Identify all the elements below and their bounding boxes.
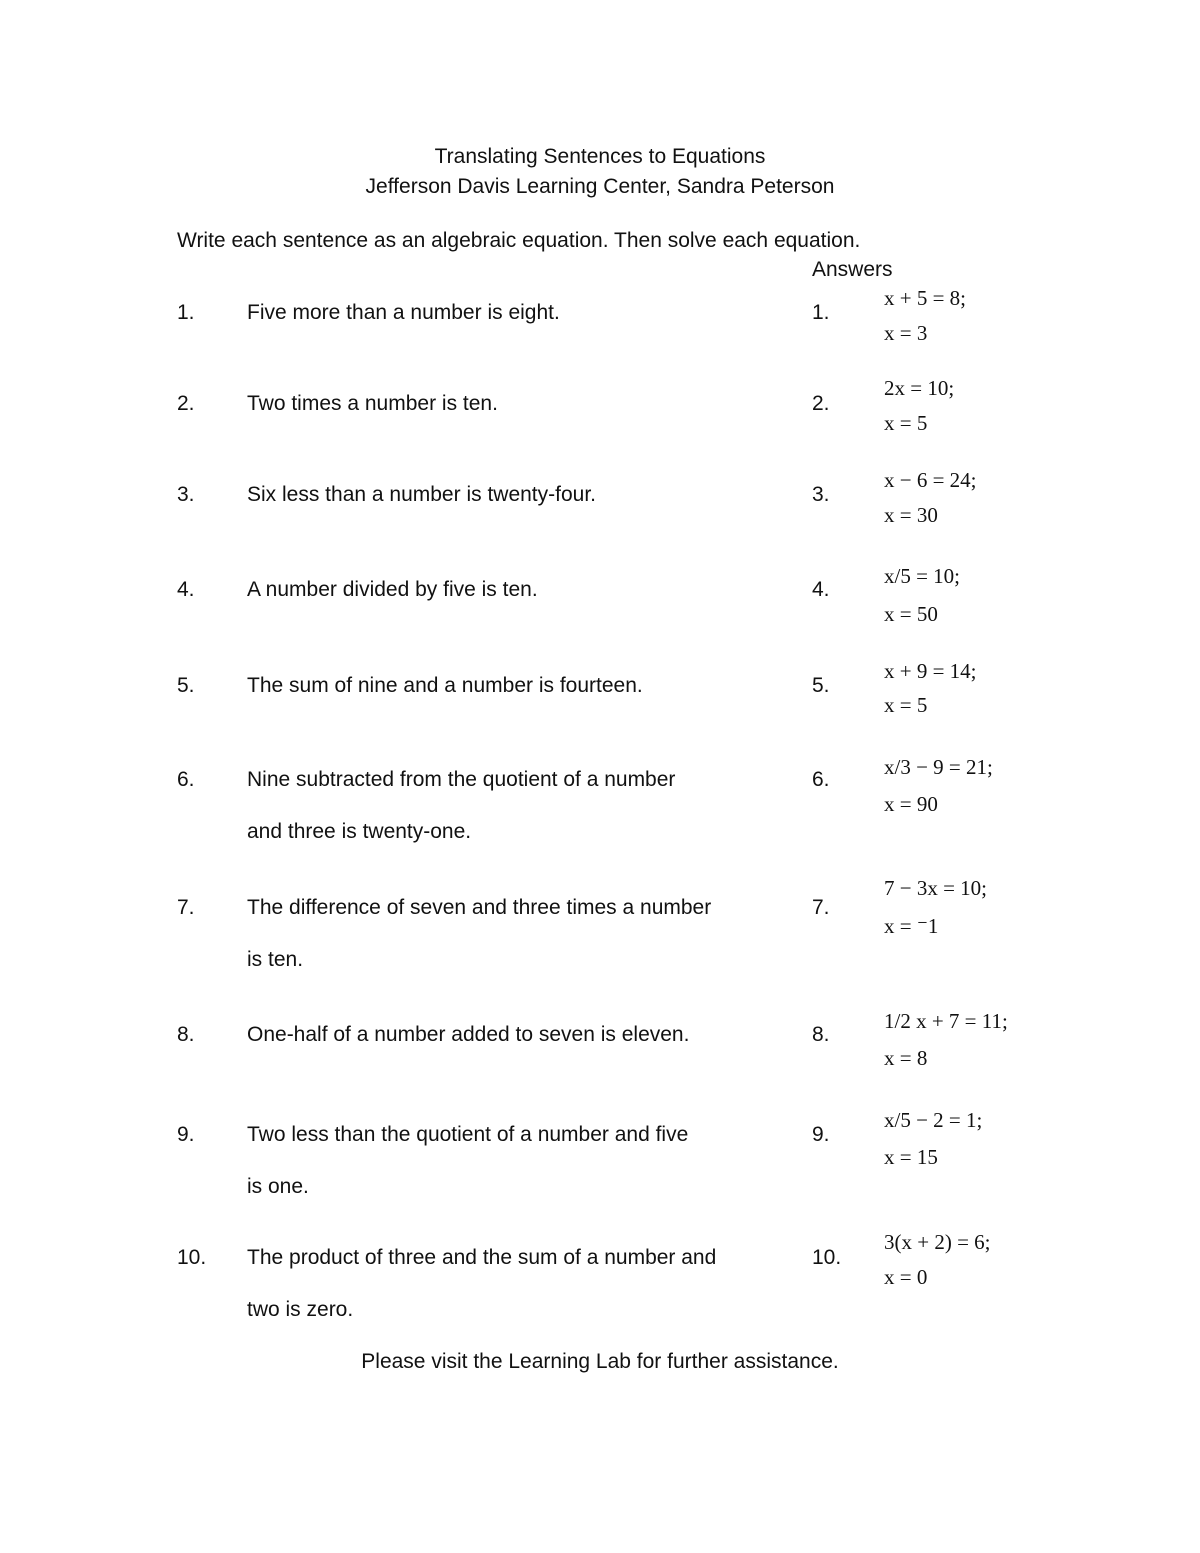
problem-number: 6. — [177, 768, 195, 791]
answer-solution: x = 90 — [884, 792, 938, 816]
page-title: Translating Sentences to Equations — [434, 145, 766, 168]
answer-number: 4. — [812, 578, 830, 601]
problem-number: 3. — [177, 483, 195, 506]
problem-sentence: The product of three and the sum of a number and two is zero. — [247, 1246, 717, 1321]
answer-number: 9. — [812, 1123, 830, 1146]
problem-number: 7. — [177, 896, 195, 919]
problem-sentence: A number divided by five is ten. — [247, 578, 538, 601]
answer-solution: x = 30 — [884, 503, 938, 527]
problem-number: 2. — [177, 392, 195, 415]
answer-number: 2. — [812, 392, 830, 415]
answer-number: 5. — [812, 674, 830, 697]
answer-solution: x = 50 — [884, 602, 938, 626]
answer-equation: x/3 − 9 = 21; — [884, 755, 993, 779]
answer-solution: x = 15 — [884, 1145, 938, 1169]
answer-solution: x = 8 — [884, 1046, 928, 1070]
answer-equation: x + 5 = 8; — [884, 286, 967, 310]
problem-sentence: One-half of a number added to seven is eleven. — [247, 1023, 690, 1046]
answer-solution: x = 5 — [884, 693, 928, 717]
answer-number: 10. — [812, 1246, 842, 1269]
problem-sentence: Two times a number is ten. — [247, 392, 498, 415]
answer-equation: x − 6 = 24; — [884, 468, 977, 492]
problem-number: 10. — [177, 1246, 207, 1269]
answers-heading: Answers — [812, 258, 893, 281]
answer-solution: x = ⁻1 — [884, 914, 939, 938]
answer-number: 8. — [812, 1023, 830, 1046]
problem-sentence: Nine subtracted from the quotient of a number and three is twenty-one. — [247, 768, 676, 843]
problem-number: 1. — [177, 301, 195, 324]
problem-sentence: Six less than a number is twenty-four. — [247, 483, 596, 506]
answer-equation: x + 9 = 14; — [884, 659, 977, 683]
problem-number: 8. — [177, 1023, 195, 1046]
answer-equation: 7 − 3x = 10; — [884, 876, 988, 900]
problem-number: 5. — [177, 674, 195, 697]
answer-solution: x = 5 — [884, 411, 928, 435]
answer-equation: 2x = 10; — [884, 376, 955, 400]
answer-solution: x = 0 — [884, 1265, 928, 1289]
answer-equation: x/5 − 2 = 1; — [884, 1108, 983, 1132]
answer-number: 3. — [812, 483, 830, 506]
instructions: Write each sentence as an algebraic equation. Then solve each equation. — [177, 229, 861, 252]
answer-number: 7. — [812, 896, 830, 919]
page-subtitle: Jefferson Davis Learning Center, Sandra Peterson — [365, 175, 835, 198]
answer-equation: 1/2 x + 7 = 11; — [884, 1009, 1008, 1033]
answer-solution: x = 3 — [884, 321, 928, 345]
footer-note: Please visit the Learning Lab for further assistance. — [361, 1350, 839, 1373]
answer-number: 1. — [812, 301, 830, 324]
problem-sentence: Two less than the quotient of a number and five is one. — [247, 1123, 689, 1198]
problem-number: 9. — [177, 1123, 195, 1146]
answer-equation: 3(x + 2) = 6; — [884, 1230, 991, 1254]
problem-sentence: Five more than a number is eight. — [247, 301, 560, 324]
answer-equation: x/5 = 10; — [884, 564, 961, 588]
problem-sentence: The sum of nine and a number is fourteen. — [247, 674, 643, 697]
problem-number: 4. — [177, 578, 195, 601]
problem-sentence: The difference of seven and three times a number is ten. — [247, 896, 712, 971]
answer-number: 6. — [812, 768, 830, 791]
